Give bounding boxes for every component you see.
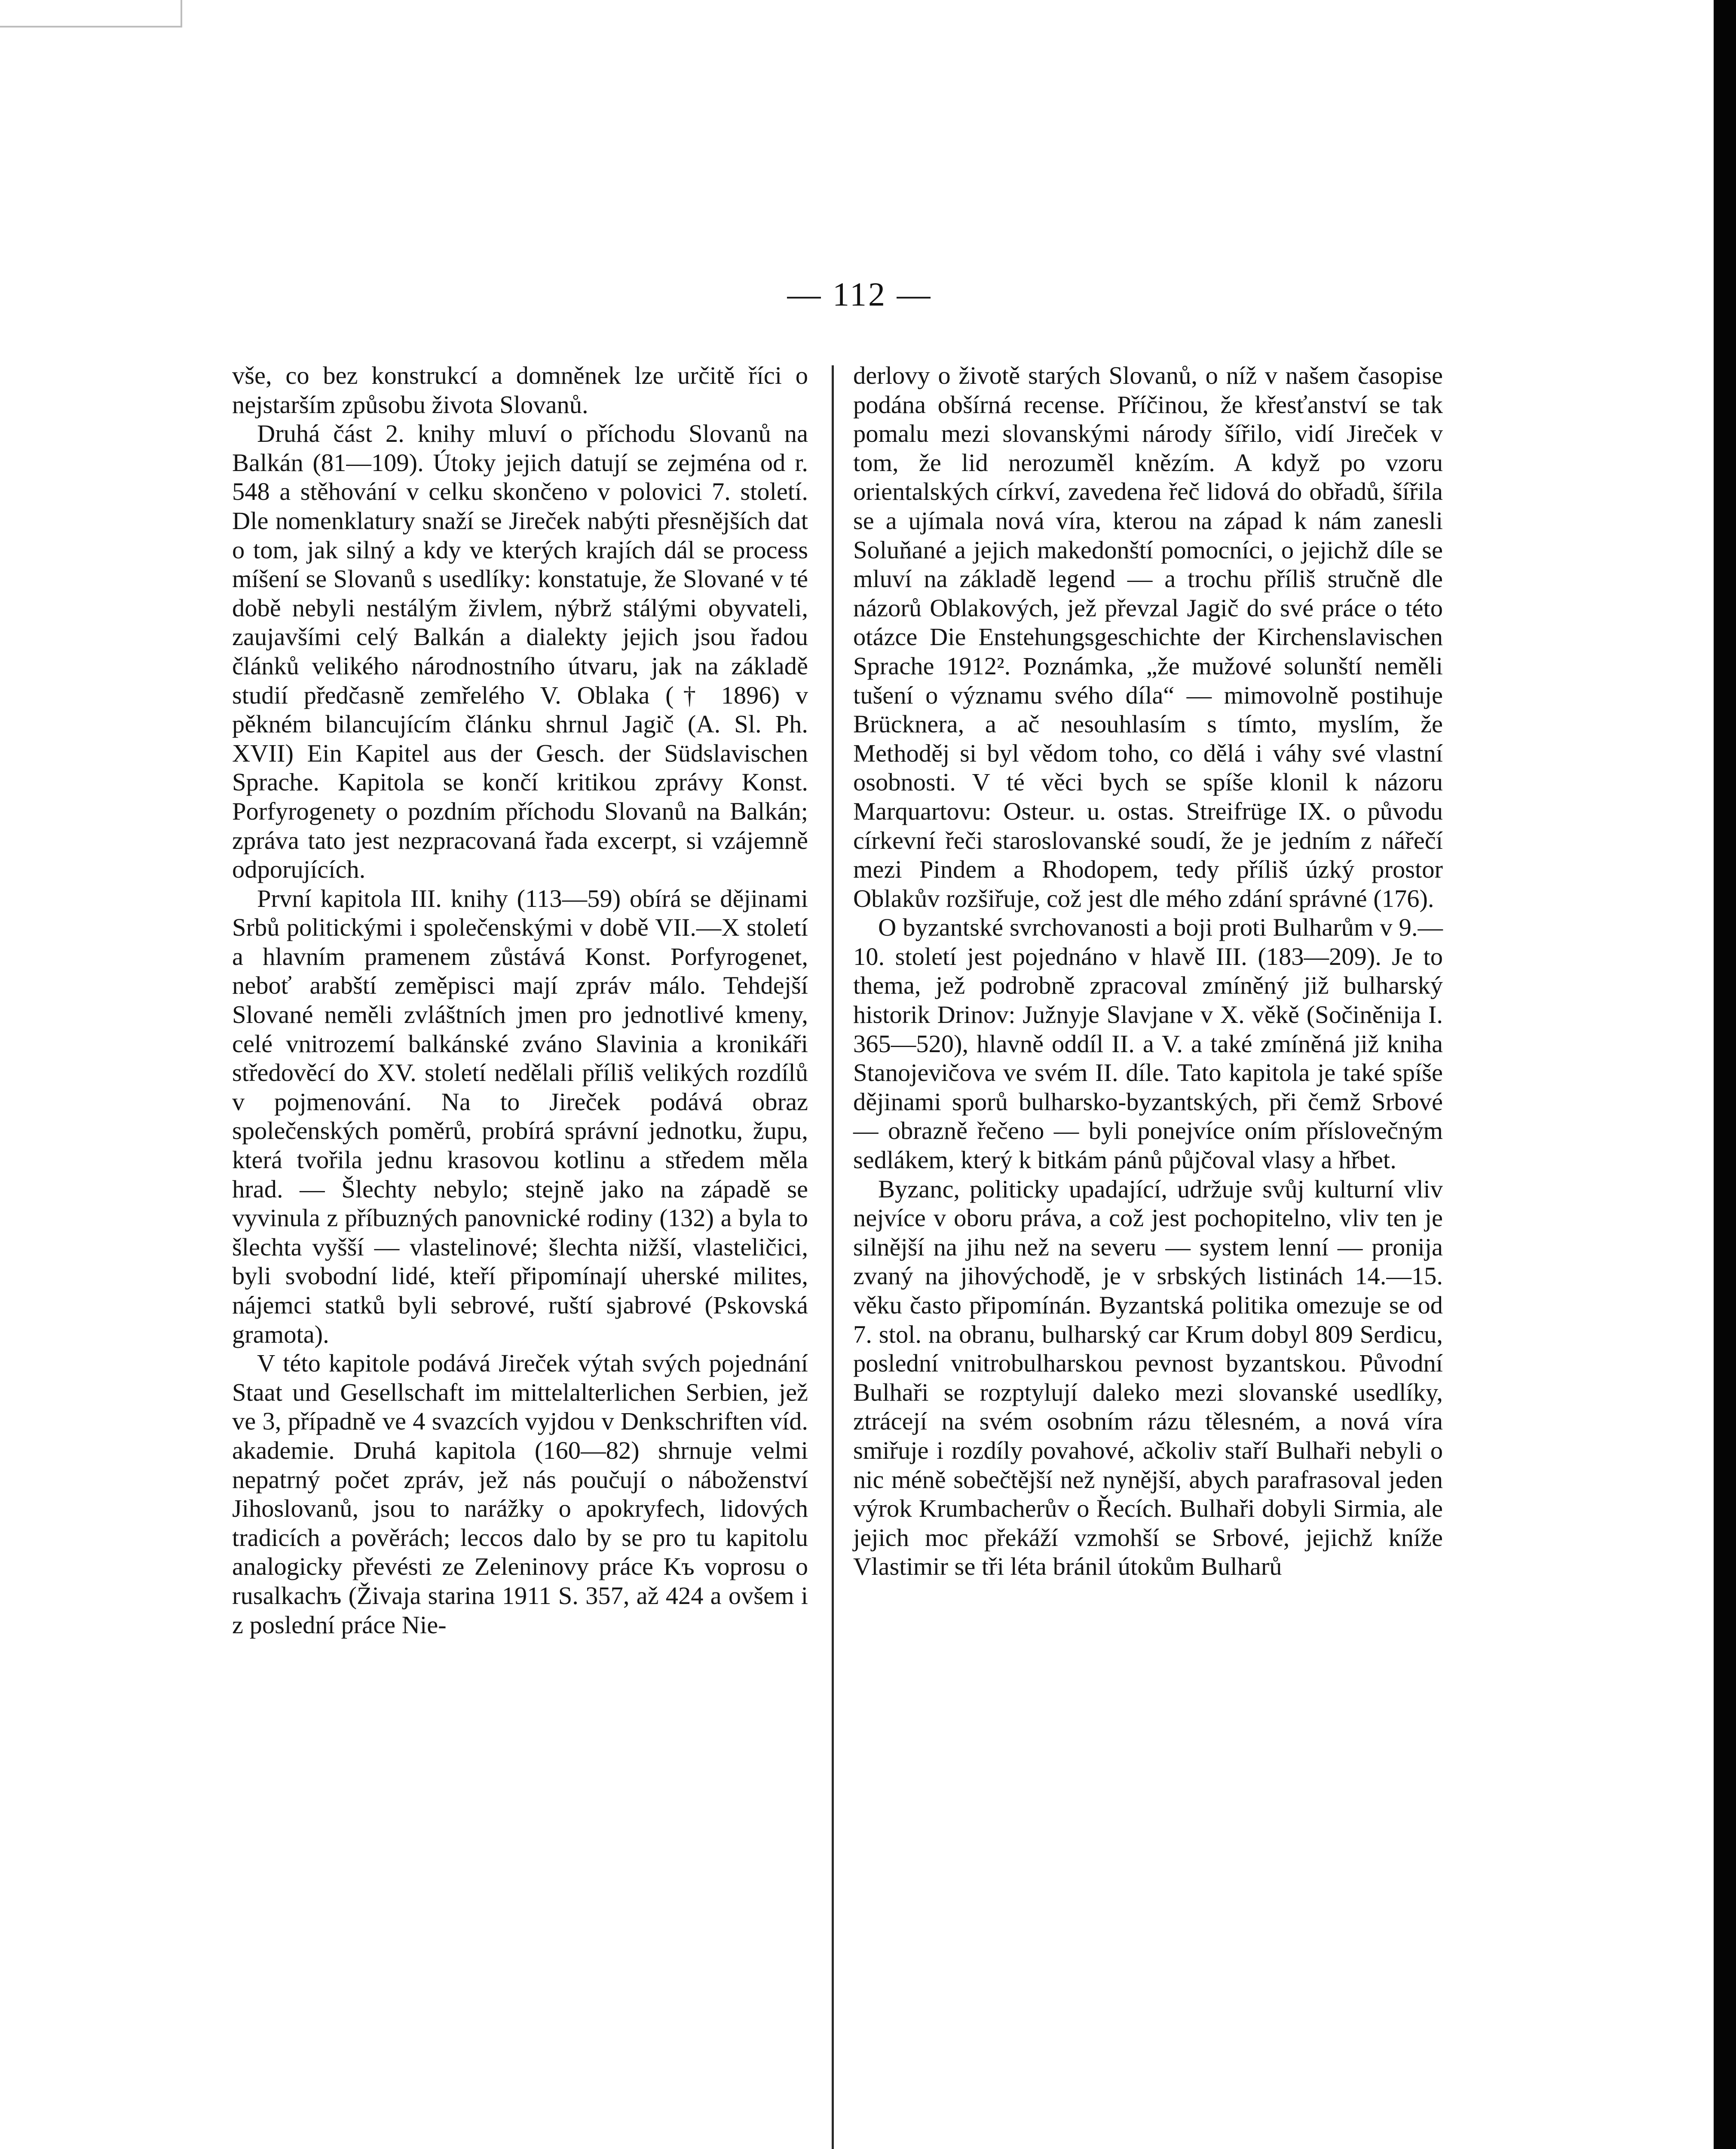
column-divider [832,365,834,2149]
left-column [232,361,808,1639]
left-paragraph-4: V této kapitole podává Jireček výtah svých pojednání Staat und Gesellschaft im mittelalterlichen Serbien, jež ve 3, případně ve 4 svazcích vyjdou v Denkschriften víd. akademie. Druhá kapitola (160—82) shrnuje velmi nepatrný počet zpráv, jež nás poučují o náboženství Jihoslovanů, jsou to narážky o apokryfech, lidových tradicích a pověrách; leccos dalo by se pro tu kapitolu analogicky převésti ze Zeleninovy práce Kъ voprosu o rusalkachъ (Živaja starina 1911 S. 357, až 424 a ovšem i z poslední práce Nie- [232,1349,808,1639]
right-column [853,361,1443,1581]
scan-border-right [1714,0,1736,2149]
page-number: — 112 — [787,276,932,313]
right-paragraph-2: O byzantské svrchovanosti a boji proti Bulharům v 9.—10. století jest pojednáno v hlavě III. (183—209). Je to thema, jež podrobně zpracoval zmíněný již bulharský historik Drinov: Južnyje Slavjane v X. věkě (Sočiněnija I. 365—520), hlavně oddíl II. a V. a také zmíněná již kniha Stanojevičova ve svém II. díle. Tato kapitola je také spíše dějinami sporů bulharsko-byzantských, při čemž Srbové — obrazně řečeno — byli ponejvíce oním příslovečným sedlákem, který k bitkám pánů půjčoval vlasy a hřbet. [853,913,1443,1174]
right-paragraph-3: Byzanc, politicky upadající, udržuje svůj kulturní vliv nejvíce v oboru práva, a což jest pochopitelno, vliv ten je silnější na jihu než na severu — system lenní — pronija zvaný na jihovýchodě, je v srbských listinách 14.—15. věku často připomínán. Byzantská politika omezuje se od 7. stol. na obranu, bulharský car Krum dobyl 809 Serdicu, poslední vnitrobulharskou pevnost byzantskou. Původní Bulhaři se rozptylují daleko mezi slovanské usedlíky, ztrácejí na svém osobním rázu tělesném, a nová víra smiřuje i rozdíly povahové, ačkoliv staří Bulhaři nebyli o nic méně sobečtější než nynější, abych parafrasoval jeden výrok Krumbacherův o Řecích. Bulhaři dobyli Sirmia, ale jejich moc překáží vzmohší se Srbové, jejichž kníže Vlastimir se tři léta bránil útokům Bulharů [853,1175,1443,1581]
left-paragraph-2: Druhá část 2. knihy mluví o příchodu Slovanů na Balkán (81—109). Útoky jejich datují se zejména od r. 548 a stěhování v celku skončeno v polovici 7. století. Dle nomenklatury snaží se Jireček nabýti přesnějších dat o tom, jak silný a kdy ve kterých krajích dál se process míšení se Slovanů s usedlíky: konstatuje, že Slované v té době nebyli nestálým živlem, nýbrž stálými obyvateli, zaujavšími celý Balkán a dialekty jejich jsou řadou článků velikého národnostního útvaru, jak na základě studií předčasně zemřelého V. Oblaka († 1896) v pěkném bilancujícím článku shrnul Jagič (A. Sl. Ph. XVII) Ein Kapitel aus der Gesch. der Südslavischen Sprache. Kapitola se končí kritikou zprávy Konst. Porfyrogenety o pozdním příchodu Slovanů na Balkán; zpráva tato jest nezpracovaná řada excerpt, si vzájemně odporujících. [232,419,808,884]
right-paragraph-1: derlovy o životě starých Slovanů, o níž v našem časopise podána obšírná recense. Příčinou, že křesťanství se tak pomalu mezi slovanskými národy šířilo, vidí Jireček v tom, že lid nerozuměl knězím. A když po vzoru orientalských církví, zavedena řeč lidová do obřadů, šířila se a ujímala nová víra, kterou na západ k nám zanesli Soluňané a jejich makedonští pomocníci, o jejichž díle se mluví na základě legend — a trochu příliš stručně dle názorů Oblakových, jež převzal Jagič do své práce o této otázce Die Enstehungsgeschichte der Kirchenslavischen Sprache 1912². Poznámka, „že mužové solunští neměli tušení o významu svého díla“ — mimovolně postihuje Brücknera, a ač nesouhlasím s tímto, myslím, že Methoděj si byl vědom toho, co dělá i váhy své vlastní osobnosti. V té věci bych se spíše klonil k názoru Marquartovu: Osteur. u. ostas. Streifrüge IX. o původu církevní řeči staroslovanské soudí, že je jedním z nářečí mezi Pindem a Rhodopem, tedy příliš úzký prostor Oblakův rozšiřuje, což jest dle mého zdání správné (176). [853,361,1443,912]
page-edge-top [0,0,182,28]
left-paragraph-3: První kapitola III. knihy (113—59) obírá se dějinami Srbů politickými i společenskými v době VII.—X století a hlavním pramenem zůstává Konst. Porfyrogenet, neboť arabští zeměpisci mají zpráv málo. Tehdejší Slované neměli zvláštních jmen pro jednotlivé kmeny, celé vnitrozemí balkánské zváno Slavinia a kronikáři středověcí do XV. století nedělali příliš velikých rozdílů v pojmenování. Na to Jireček podává obraz společenských poměrů, probírá správní jednotku, župu, která tvořila jednu krasovou kotlinu a středem měla hrad. — Šlechty nebylo; stejně jako na západě se vyvinula z příbuzných panovnické rodiny (132) a byla to šlechta vyšší — vlastelinové; šlechta nižší, vlasteličici, byli svobodní lidé, kteří připomínají uherské milites, nájemci statků byli sebrové, ruští sjabrové (Pskovská gramota). [232,884,808,1348]
left-paragraph-1: vše, co bez konstrukcí a domněnek lze určitě říci o nejstarším způsobu života Slovanů. [232,361,808,419]
